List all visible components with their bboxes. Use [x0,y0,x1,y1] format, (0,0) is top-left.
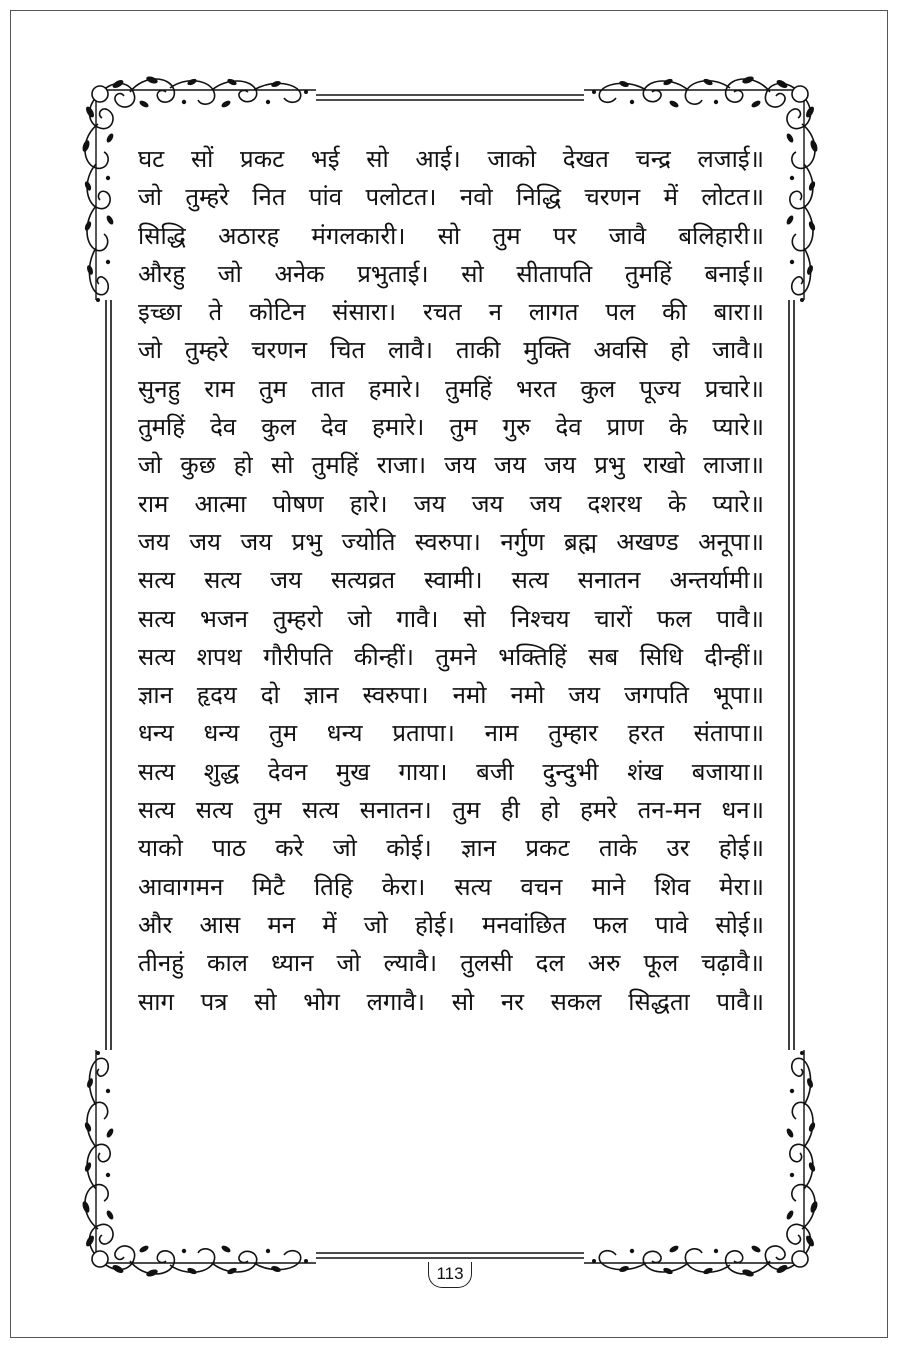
verse-line: सुनहु राम तुम तात हमारे। तुमहिं भरत कुल पूज्य प्रचारे॥ [138,374,764,403]
verse-line: जय जय जय प्रभु ज्योति स्वरुपा। नर्गुण ब्रह्म अखण्ड अनूपा॥ [138,527,764,556]
verse-line: इच्छा ते कोटिन संसारा। रचत न लागत पल की बारा॥ [138,298,764,327]
verse-line: सत्य शुद्ध देवन मुख गाया। बजी दुन्दुभी शंख बजाया॥ [138,757,764,786]
verse-line: राम आत्मा पोषण हारे। जय जय जय दशरथ के प्यारे॥ [138,489,764,518]
verse-line: सत्य भजन तुम्हरो जो गावै। सो निश्चय चारों फल पावै॥ [138,604,764,633]
verse-line: साग पत्र सो भोग लगावै। सो नर सकल सिद्धता पावै॥ [138,987,764,1016]
verse-block [138,140,764,1021]
verse-line: सत्य शपथ गौरीपति कीन्हीं। तुमने भक्तिहिं सब सिधि दीन्हीं॥ [138,642,764,671]
verse-line: सिद्धि अठारह मंगलकारी। सो तुम पर जावै बलिहारी॥ [138,221,764,250]
verse-line: औरहु जो अनेक प्रभुताई। सो सीतापति तुमहिं बनाई॥ [138,259,764,288]
verse-line: जो तुम्हरे चरणन चित लावै। ताकी मुक्ति अवसि हो जावै॥ [138,336,764,365]
verse-line: जो तुम्हरे नित पांव पलोटत। नवो निद्धि चरणन में लोटत॥ [138,183,764,212]
verse-line: आवागमन मिटै तिहि केरा। सत्य वचन माने शिव मेरा॥ [138,872,764,901]
verse-line: तीनहुं काल ध्यान जो ल्यावै। तुलसी दल अरु फूल चढ़ावै॥ [138,949,764,978]
verse-line: सत्य सत्य तुम सत्य सनातन। तुम ही हो हमरे तन-मन धन॥ [138,796,764,825]
verse-line: और आस मन में जो होई। मनवांछित फल पावे सोई॥ [138,910,764,939]
verse-line: सत्य सत्य जय सत्यव्रत स्वामी। सत्य सनातन अन्तर्यामी॥ [138,566,764,595]
verse-line: तुमहिं देव कुल देव हमारे। तुम गुरु देव प्राण के प्यारे॥ [138,413,764,442]
verse-line: जो कुछ हो सो तुमहिं राजा। जय जय जय प्रभु राखो लाजा॥ [138,451,764,480]
verse-line: घट सों प्रकट भई सो आई। जाको देखत चन्द्र लजाई॥ [138,145,764,173]
verse-line: ज्ञान हृदय दो ज्ञान स्वरुपा। नमो नमो जय जगपति भूपा॥ [138,681,764,710]
verse-line: याको पाठ करे जो कोई। ज्ञान प्रकट ताके उर होई॥ [138,834,764,863]
verse-line: धन्य धन्य तुम धन्य प्रतापा। नाम तुम्हार हरत संतापा॥ [138,719,764,748]
page-number: 113 [428,1262,472,1288]
